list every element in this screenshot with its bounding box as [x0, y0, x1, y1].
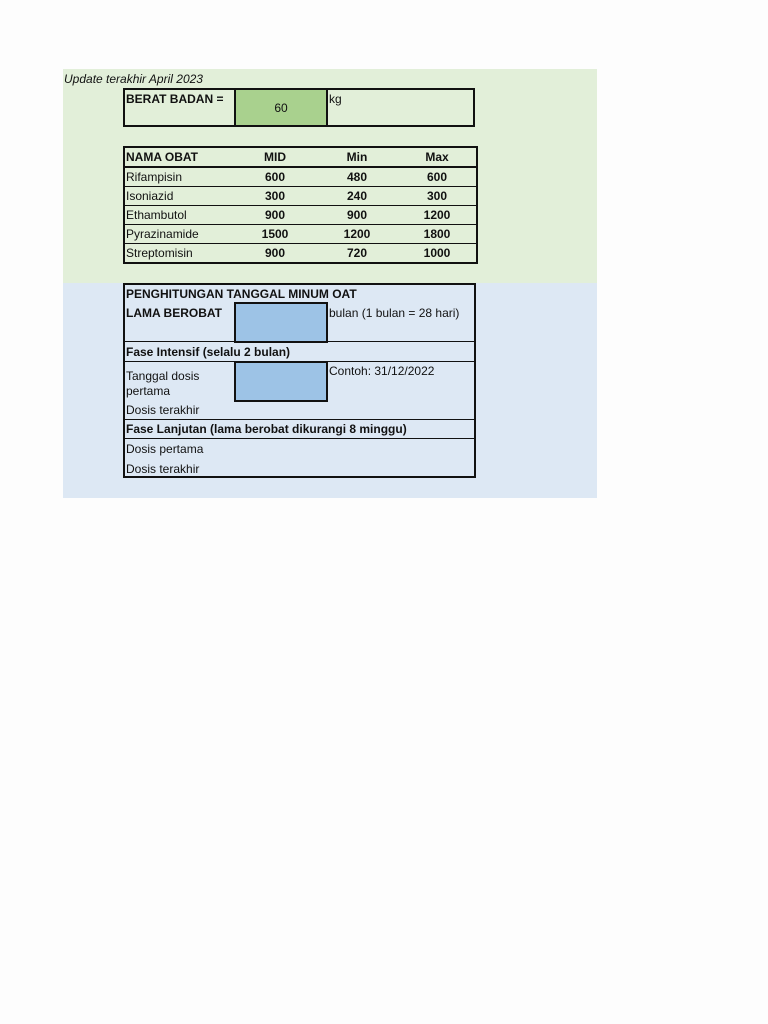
- column-header-min: Min: [316, 147, 398, 167]
- column-header-nama-obat: NAMA OBAT: [124, 147, 234, 167]
- cell-mid: 1500: [234, 225, 316, 244]
- tanggal-dosis-input[interactable]: [234, 361, 328, 402]
- cell-min: 900: [316, 206, 398, 225]
- table-row: [124, 167, 477, 187]
- cell-mid: 600: [234, 167, 316, 187]
- cell-drug-name: Isoniazid: [124, 187, 234, 206]
- lanjutan-dosis-pertama-label: Dosis pertama: [126, 442, 204, 456]
- cell-min: 240: [316, 187, 398, 206]
- cell-min: 480: [316, 167, 398, 187]
- lama-berobat-label: LAMA BEROBAT: [126, 306, 222, 320]
- row-divider: [125, 438, 474, 439]
- berat-badan-input[interactable]: [234, 88, 328, 127]
- table-row: [124, 187, 477, 206]
- table-row: [124, 206, 477, 225]
- lama-berobat-hint: bulan (1 bulan = 28 hari): [329, 306, 460, 320]
- tanggal-dosis-hint: Contoh: 31/12/2022: [329, 364, 435, 378]
- berat-badan-unit: kg: [329, 92, 342, 106]
- cell-max: 1200: [398, 206, 477, 225]
- lama-berobat-input[interactable]: [234, 302, 328, 343]
- fase-intensif-label: Fase Intensif (selalu 2 bulan): [126, 345, 291, 359]
- column-header-mid: MID: [234, 147, 316, 167]
- intensif-dosis-terakhir-label: Dosis terakhir: [126, 403, 200, 417]
- cell-drug-name: Pyrazinamide: [124, 225, 234, 244]
- tanggal-dosis-label-line2: pertama: [126, 384, 171, 398]
- berat-badan-value: 60: [274, 100, 288, 115]
- cell-drug-name: Streptomisin: [124, 244, 234, 264]
- fase-lanjutan-label: Fase Lanjutan (lama berobat dikurangi 8 minggu): [126, 422, 407, 436]
- table-header-row: [124, 147, 477, 167]
- cell-min: 1200: [316, 225, 398, 244]
- penghitungan-title: PENGHITUNGAN TANGGAL MINUM OAT: [126, 287, 357, 301]
- row-divider: [125, 419, 474, 420]
- cell-mid: 900: [234, 244, 316, 264]
- table-row: [124, 244, 477, 264]
- column-header-max: Max: [398, 147, 477, 167]
- berat-badan-box: [123, 88, 475, 127]
- cell-mid: 900: [234, 206, 316, 225]
- cell-max: 600: [398, 167, 477, 187]
- table-row: [124, 225, 477, 244]
- penghitungan-box: [123, 283, 476, 478]
- update-note: Update terakhir April 2023: [64, 72, 203, 86]
- cell-max: 1000: [398, 244, 477, 264]
- row-divider: [125, 341, 474, 342]
- cell-max: 1800: [398, 225, 477, 244]
- cell-mid: 300: [234, 187, 316, 206]
- berat-badan-label: BERAT BADAN =: [126, 92, 224, 106]
- obat-dose-table: [123, 146, 478, 264]
- tanggal-dosis-label: Tanggal dosis: [126, 369, 200, 383]
- lanjutan-dosis-terakhir-label: Dosis terakhir: [126, 462, 200, 476]
- cell-drug-name: Ethambutol: [124, 206, 234, 225]
- cell-drug-name: Rifampisin: [124, 167, 234, 187]
- cell-min: 720: [316, 244, 398, 264]
- cell-max: 300: [398, 187, 477, 206]
